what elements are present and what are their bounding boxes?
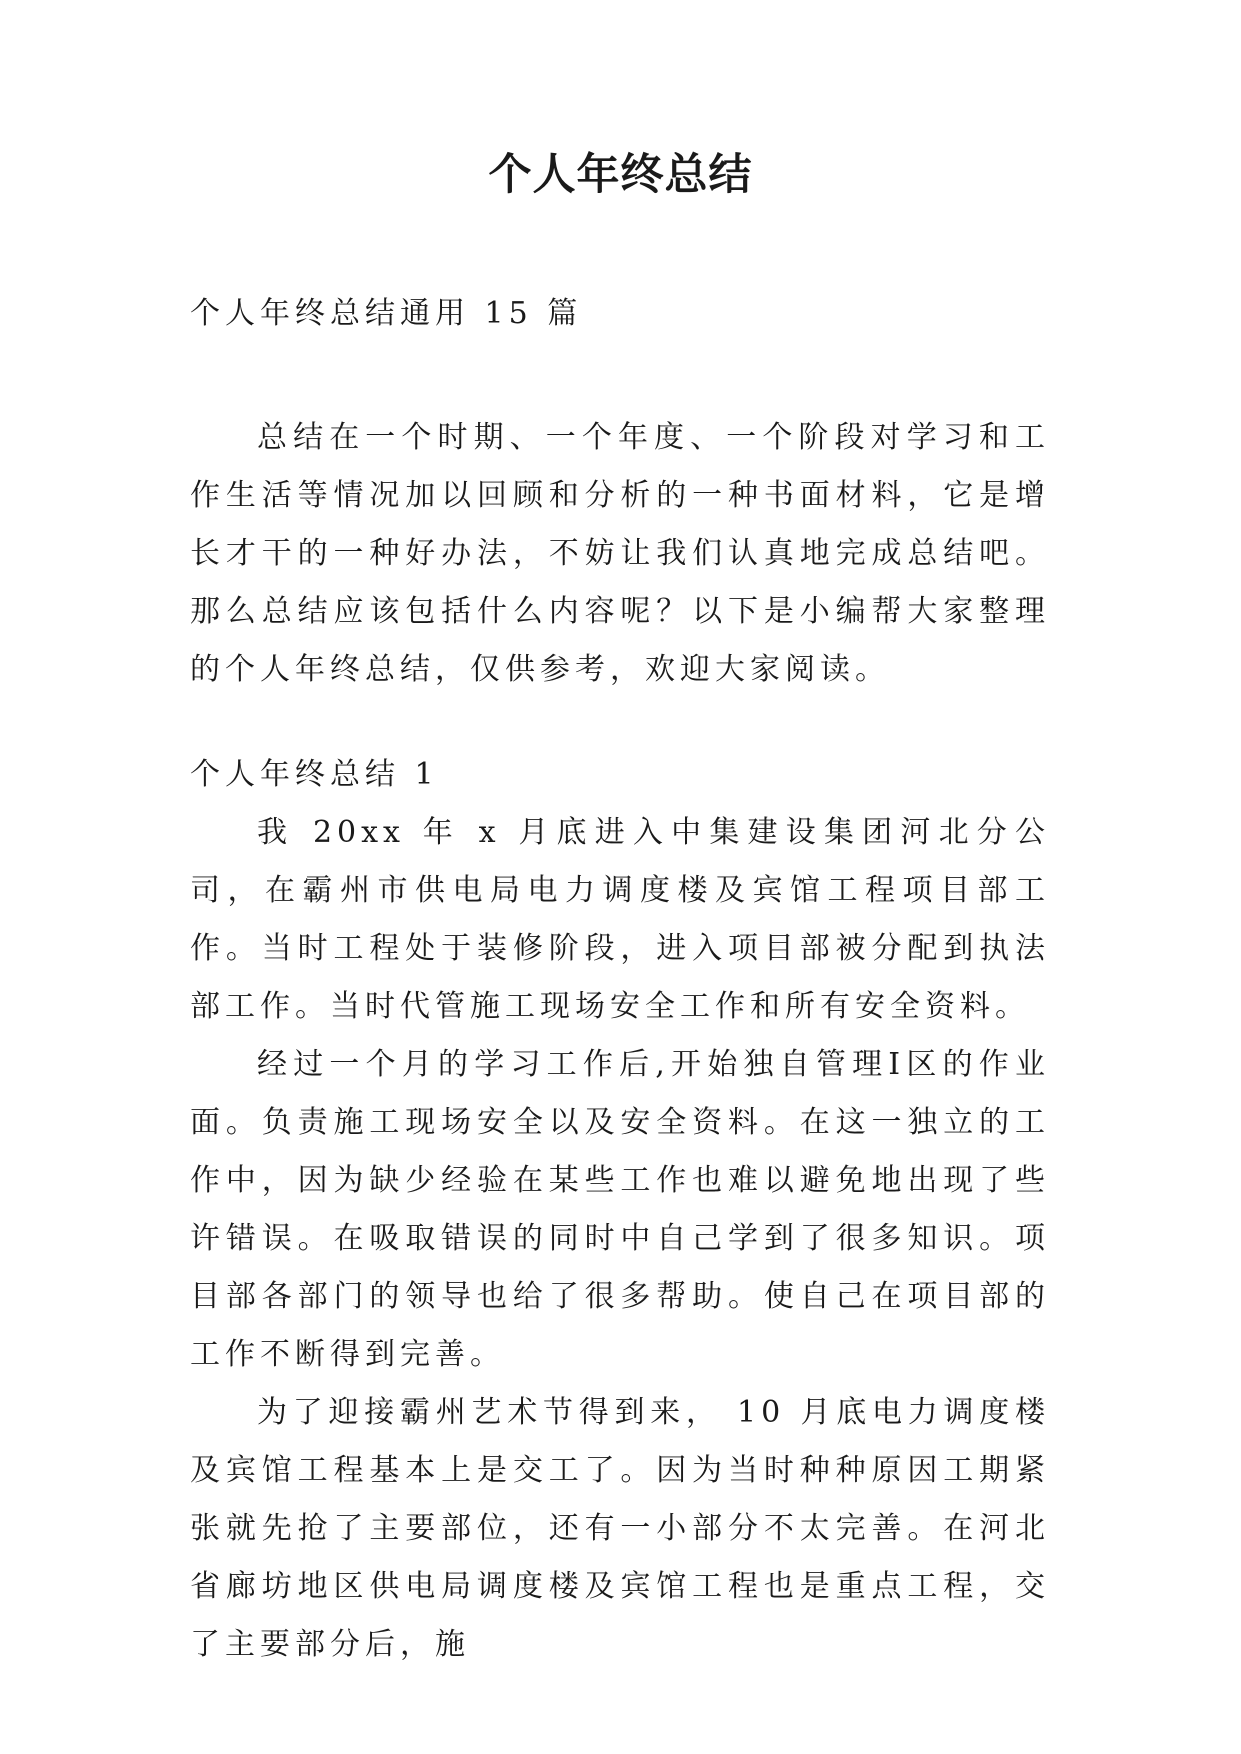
section-1 xyxy=(190,746,1050,1674)
intro-paragraph: 总结在一个时期、一个年度、一个阶段对学习和工作生活等情况加以回顾和分析的一种书面材料，它是增长才干的一种好办法，不妨让我们认真地完成总结吧。那么总结应该包括什么内容呢？以下是小编帮大家整理的个人年终总结，仅供参考，欢迎大家阅读。 xyxy=(190,420,1050,687)
section-heading: 个人年终总结 1 xyxy=(190,757,439,792)
document-subtitle: 个人年终总结通用 15 篇 xyxy=(190,296,583,331)
document-title: 个人年终总结 xyxy=(488,150,753,200)
body-paragraph: 我 20xx 年 x 月底进入中集建设集团河北分公司，在霸州市供电局电力调度楼及宾馆工程项目部工作。当时工程处于装修阶段，进入项目部被分配到执法部工作。当时代管施工现场安全工作和所有安全资料。 xyxy=(190,815,1050,1024)
body-paragraph: 为了迎接霸州艺术节得到来， 10 月底电力调度楼及宾馆工程基本上是交工了。因为当时种种原因工期紧张就先抢了主要部位，还有一小部分不太完善。在河北省廊坊地区供电局调度楼及宾馆工程也是重点工程，交了主要部分后，施 xyxy=(190,1395,1050,1662)
body-paragraph: 经过一个月的学习工作后,开始独自管理Ⅰ区的作业面。负责施工现场安全以及安全资料。在这一独立的工作中，因为缺少经验在某些工作也难以避免地出现了些许错误。在吸取错误的同时中自己学到了很多知识。项目部各部门的领导也给了很多帮助。使自己在项目部的工作不断得到完善。 xyxy=(190,1047,1050,1372)
